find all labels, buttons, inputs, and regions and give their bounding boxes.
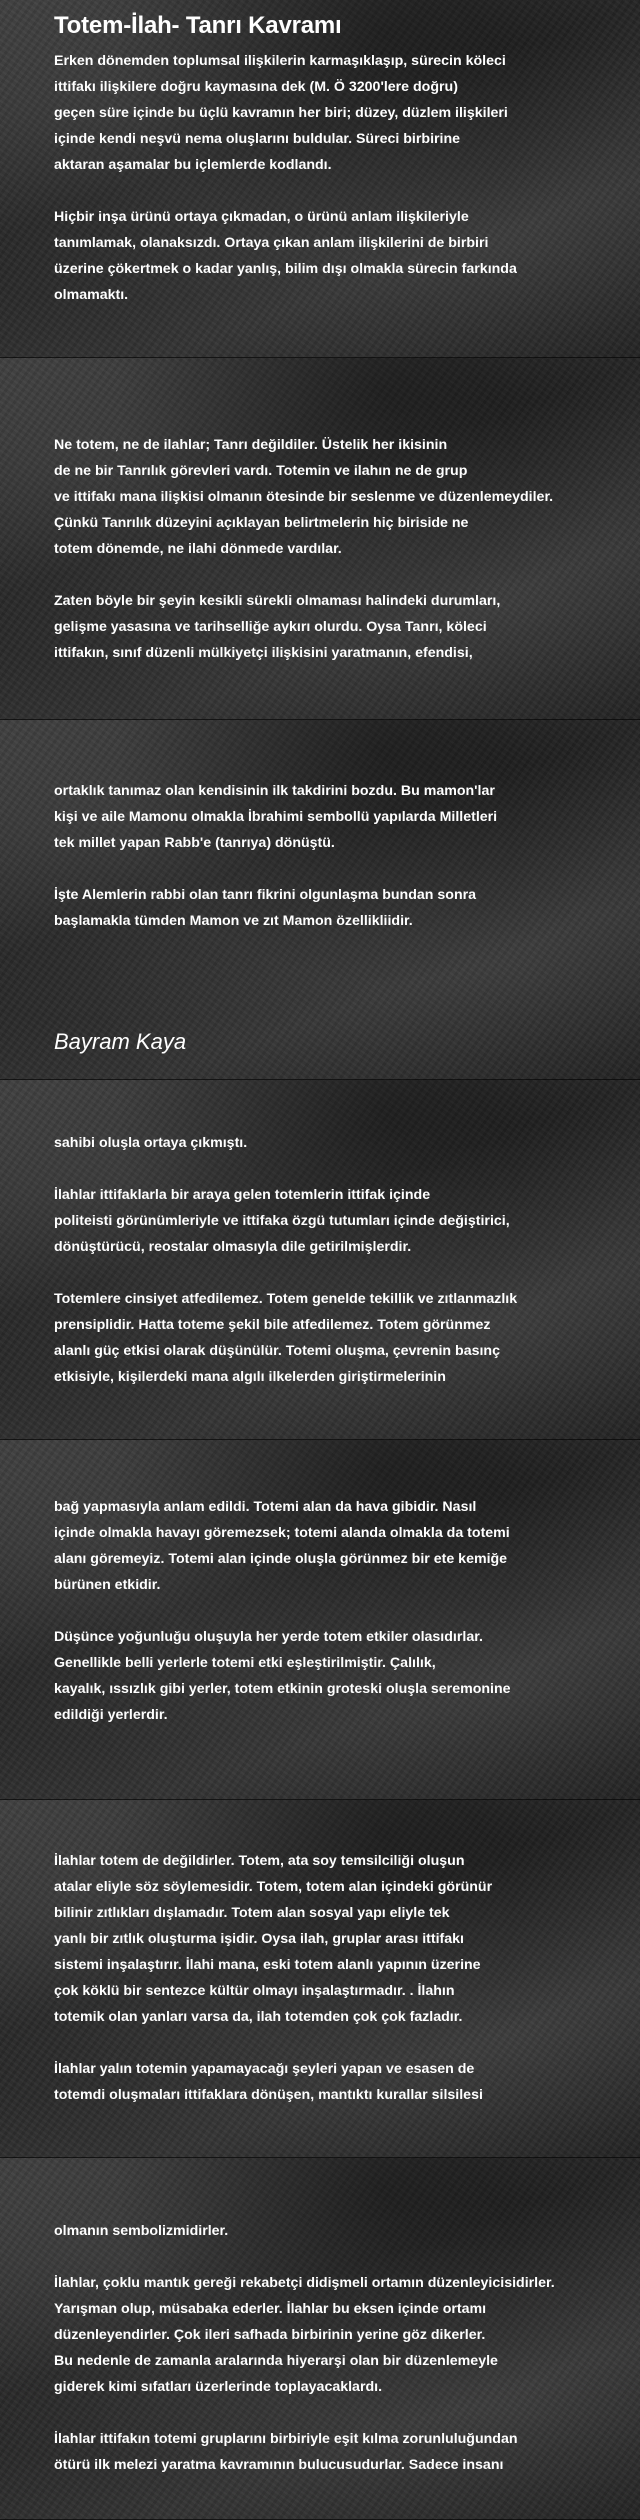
text-line: sahibi oluşla ortaya çıkmıştı. [54, 1135, 248, 1151]
text-line: olmanın sembolizmidirler. [54, 2223, 229, 2239]
text-line: Düşünce yoğunluğu oluşuyla her yerde totem etkiler olasıdırlar. [54, 1629, 483, 1645]
paragraph [54, 1286, 632, 1390]
text-line: prensiplidir. Hatta toteme şekil bile atfedilemez. Totem görünmez [54, 1317, 491, 1333]
paragraph [54, 204, 632, 308]
text-line: atalar eliyle söz söylemesidir. Totem, totem alan içindeki görünür [54, 1879, 493, 1895]
text-line: yanlı bir zıtlık oluşturma işidir. Oysa ilah, gruplar arası ittifakı [54, 1931, 464, 1947]
paragraph [54, 1848, 632, 2030]
paragraph [54, 2056, 632, 2108]
text-line: İlahlar ittifaklarla bir araya gelen totemlerin ittifak içinde [54, 1187, 431, 1203]
text-line: bilinir zıtlıkları dışlamadır. Totem alan sosyal yapı eliyle tek [54, 1905, 450, 1921]
text-line: sistemi inşalaştırır. İlahi mana, eski totem alanlı yapının üzerine [54, 1957, 481, 1973]
text-line: kişi ve aile Mamonu olmakla İbrahimi sembollü yapılarda Milletleri [54, 809, 498, 825]
text-line: etkisiyle, kişilerdeki mana algılı ilkelerden giriştirmelerinin [54, 1369, 446, 1385]
text-line: gelişme yasasına ve tarihselliğe aykırı olurdu. Oysa Tanrı, köleci [54, 619, 487, 635]
text-line: Yarışman olup, müsabaka ederler. İlahlar bu eksen içinde ortamı [54, 2301, 487, 2317]
paragraph [54, 1624, 632, 1728]
text-line: kayalık, ıssızlık gibi yerler, totem etkinin groteski oluşla seremonine [54, 1681, 511, 1697]
text-line: tek millet yapan Rabb'e (tanrıya) dönüştü. [54, 835, 335, 851]
text-line: Bu nedenle de zamanla aralarında hiyerarşi olan bir düzenlemeyle [54, 2353, 498, 2369]
text-line: Totemlere cinsiyet atfedilemez. Totem genelde tekillik ve zıtlanmazlık [54, 1291, 518, 1307]
text-line: ittifakın, sınıf düzenli mülkiyetçi ilişkisini yaratmanın, efendisi, [54, 645, 473, 661]
paragraph [54, 2270, 632, 2400]
text-line: de ne bir Tanrılık görevleri vardı. Totemin ve ilahın ne de grup [54, 463, 468, 479]
text-line: Çünkü Tanrılık düzeyini açıklayan belirtmelerin hiç biriside ne [54, 515, 469, 531]
paragraph [54, 2426, 632, 2478]
text-line: Ne totem, ne de ilahlar; Tanrı değildiler. Üstelik her ikisinin [54, 437, 448, 453]
text-line: ittifakı ilişkilere doğru kaymasına dek (M. Ö 3200'lere doğru) [54, 79, 458, 95]
panel-6 [0, 1800, 640, 2158]
panel-5 [0, 1440, 640, 1800]
text-line: olmamaktı. [54, 287, 129, 303]
text-line: düzenleyendirler. Çok ileri safhada birbirinin yerine göz dikerler. [54, 2327, 486, 2343]
text-line: alanı göremeyiz. Totemi alan içinde oluşla görünmez bir ete kemiğe [54, 1551, 508, 1567]
panel-4 [0, 1080, 640, 1440]
text-line: tanımlamak, olanaksızdı. Ortaya çıkan anlam ilişkilerini de birbiri [54, 235, 489, 251]
paragraph [54, 778, 632, 856]
page-title: Totem-İlah- Tanrı Kavramı [54, 12, 342, 39]
text-line: Hiçbir inşa ürünü ortaya çıkmadan, o ürünü anlam ilişkileriyle [54, 209, 469, 225]
paragraph [54, 432, 632, 562]
author-signature: Bayram Kaya [54, 1029, 187, 1054]
text-line: Genellikle belli yerlerle totemi etki eşleştirilmiştir. Çalılık, [54, 1655, 436, 1671]
text-line: totem dönemde, ne ilahi dönmede vardılar. [54, 541, 342, 557]
text-line: İlahlar, çoklu mantık gereği rekabetçi didişmeli ortamın düzenleyicisidirler. [54, 2275, 555, 2291]
paragraph [54, 1182, 632, 1260]
text-line: geçen süre içinde bu üçlü kavramın her biri; düzey, düzlem ilişkileri [54, 105, 508, 121]
text-line: içinde kendi neşvü nema oluşlarını buldular. Süreci birbirine [54, 131, 461, 147]
text-line: İlahlar yalın totemin yapamayacağı şeyleri yapan ve esasen de [54, 2061, 475, 2077]
panel-1 [0, 0, 640, 358]
text-line: ötürü ilk melezi yaratma kavramının bulucusudurlar. Sadece insanı [54, 2457, 504, 2473]
text-line: üzerine çökertmek o kadar yanlış, bilim dışı olmakla sürecin farkında [54, 261, 517, 277]
text-line: çok köklü bir sentezce kültür olmayı inşalaştırmadır. . İlahın [54, 1983, 455, 1999]
text-line: İlahlar totem de değildirler. Totem, ata soy temsilciliği oluşun [54, 1853, 465, 1869]
text-line: dönüştürücü, reostalar olmasıyla dile getirilmişlerdir. [54, 1239, 412, 1255]
paragraph [54, 48, 632, 178]
text-line: edildiği yerlerdir. [54, 1707, 168, 1723]
text-line: totemdi oluşmaları ittifaklara dönüşen, mantıktı kurallar silsilesi [54, 2087, 483, 2103]
paragraph [54, 588, 632, 666]
text-line: İlahlar ittifakın totemi gruplarını birbiriyle eşit kılma zorunluluğundan [54, 2431, 518, 2447]
text-line: giderek kimi sıfatları üzerlerinde toplayacaklardı. [54, 2379, 383, 2395]
text-line: bürünen etkidir. [54, 1577, 161, 1593]
text-line: başlamakla tümden Mamon ve zıt Mamon özellikliidir. [54, 913, 413, 929]
text-line: İşte Alemlerin rabbi olan tanrı fikrini olgunlaşma bundan sonra [54, 887, 477, 903]
paragraph [54, 2218, 632, 2244]
text-line: ortaklık tanımaz olan kendisinin ilk takdirini bozdu. Bu mamon'lar [54, 783, 495, 799]
text-line: politeisti görünümleriyle ve ittifaka özgü tutumları içinde değiştirici, [54, 1213, 510, 1229]
panel-3 [0, 720, 640, 1080]
paragraph [54, 882, 632, 934]
panel-2 [0, 358, 640, 720]
text-line: Erken dönemden toplumsal ilişkilerin karmaşıklaşıp, sürecin köleci [54, 53, 506, 69]
text-line: aktaran aşamalar bu içlemlerde kodlandı. [54, 157, 332, 173]
text-line: alanlı güç etkisi olarak düşünülür. Totemi oluşma, çevrenin basınç [54, 1343, 500, 1359]
text-line: Zaten böyle bir şeyin kesikli sürekli olmaması halindeki durumları, [54, 593, 501, 609]
panel-7 [0, 2158, 640, 2520]
paragraph [54, 1494, 632, 1598]
text-line: ve ittifakı mana ilişkisi olmanın ötesinde bir seslenme ve düzenlemeydiler. [54, 489, 554, 505]
text-line: totemik olan yanları varsa da, ilah totemden çok çok fazladır. [54, 2009, 463, 2025]
text-line: bağ yapmasıyla anlam edildi. Totemi alan da hava gibidir. Nasıl [54, 1499, 477, 1515]
spacer [54, 960, 632, 1028]
paragraph [54, 1130, 632, 1156]
text-line: içinde olmakla havayı göremezsek; totemi alanda olmakla da totemi [54, 1525, 510, 1541]
